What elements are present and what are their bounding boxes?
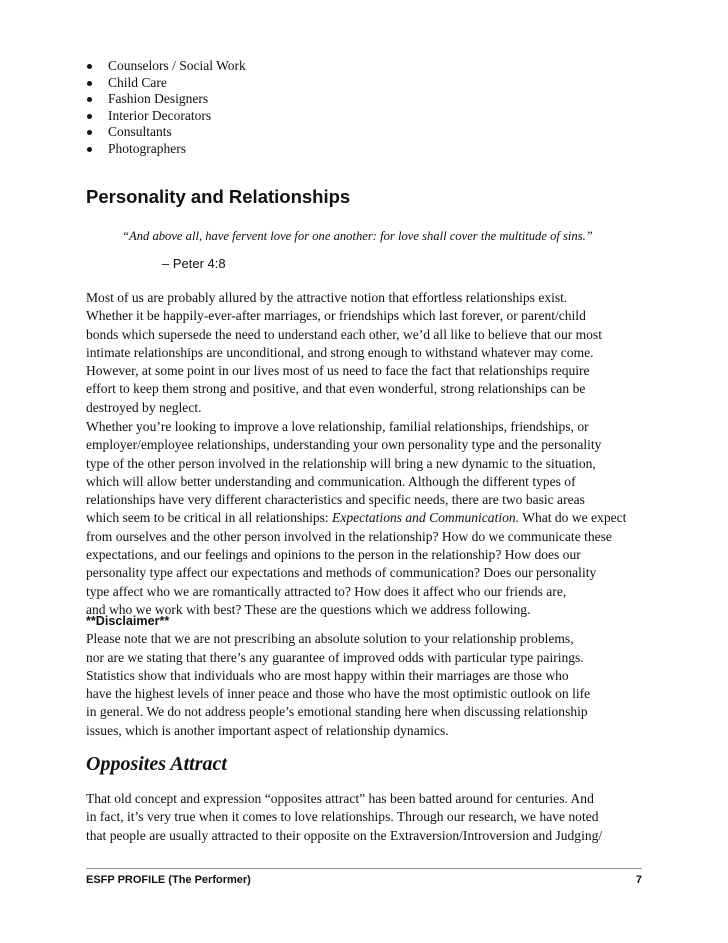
paragraph-line bbox=[86, 509, 646, 527]
line-text: What do we expect bbox=[519, 510, 627, 526]
disclaimer-title: **Disclaimer** bbox=[86, 614, 170, 628]
paragraph-line: Most of us are probably allured by the attractive notion that effortless relationships exist. bbox=[86, 290, 568, 305]
emphasis-text: Expectations and Communication. bbox=[332, 510, 520, 526]
paragraph-line: in general. We do not address people’s emotional standing here when discussing relationship bbox=[86, 704, 588, 720]
paragraph-line: employer/employee relationships, understanding your own personality type and the personality bbox=[86, 437, 602, 453]
list-item bbox=[86, 141, 246, 158]
paragraph-line: and who we work with best? These are the questions which we address following. bbox=[86, 601, 531, 617]
paragraph-line: in fact, it’s very true when it comes to love relationships. Through our research, we have noted bbox=[86, 809, 599, 825]
paragraph-line: intimate relationships are unconditional, and strong enough to withstand whatever may come. bbox=[86, 344, 594, 360]
list-item-text: Interior Decorators bbox=[108, 107, 212, 123]
paragraph-line: relationships have very different characteristics and specific needs, there are two basic areas bbox=[86, 492, 585, 508]
paragraph-line: type of the other person involved in the relationship will bring a new dynamic to the situation, bbox=[86, 455, 596, 471]
paragraph-line: bonds which supersede the need to understand each other, we’d all like to believe that our most bbox=[86, 326, 602, 342]
bullet-icon bbox=[87, 64, 92, 69]
footer-divider bbox=[86, 868, 642, 869]
subsection-title: Opposites Attract bbox=[86, 753, 227, 775]
bullet-icon bbox=[87, 81, 92, 86]
paragraph-line: nor are we stating that there’s any guarantee of improved odds with particular type pairings. bbox=[86, 649, 584, 665]
paragraph-line: However, at some point in our lives most of us need to face the fact that relationships require bbox=[86, 363, 590, 379]
bullet-icon bbox=[87, 147, 92, 152]
paragraph-intro bbox=[86, 289, 646, 417]
bullet-icon bbox=[87, 114, 92, 119]
footer-title: ESFP PROFILE (The Performer) bbox=[86, 874, 251, 886]
paragraph-expectations bbox=[86, 418, 646, 619]
paragraph-opposites bbox=[86, 790, 646, 845]
paragraph-line: personality type affect our expectations and methods of communication? Does our personality bbox=[86, 565, 597, 581]
paragraph-line: from ourselves and the other person involved in the relationship? How do we communicate these bbox=[86, 528, 612, 544]
paragraph-line: That old concept and expression “opposites attract” has been batted around for centuries. And bbox=[86, 791, 594, 806]
paragraph-line: Whether it be happily-ever-after marriages, or friendships which last forever, or parent/child bbox=[86, 308, 586, 324]
paragraph-line: issues, which is another important aspect of relationship dynamics. bbox=[86, 722, 449, 738]
career-list bbox=[86, 58, 246, 158]
list-item bbox=[86, 124, 246, 141]
section-title: Personality and Relationships bbox=[86, 186, 351, 207]
disclaimer-block bbox=[86, 612, 646, 740]
list-item-text: Counselors / Social Work bbox=[108, 58, 246, 73]
list-item bbox=[86, 75, 246, 92]
bullet-icon bbox=[87, 130, 92, 135]
paragraph-line: which will allow better understanding and communication. Although the different types of bbox=[86, 473, 576, 489]
list-item-text: Consultants bbox=[108, 124, 172, 140]
paragraph-line: have the highest levels of inner peace and those who have the most optimistic outlook on life bbox=[86, 686, 591, 702]
paragraph-line: type affect who we are romantically attracted to? How does it affect who our friends are, bbox=[86, 583, 567, 599]
list-item-text: Fashion Designers bbox=[108, 91, 209, 107]
paragraph-line: Please note that we are not prescribing an absolute solution to your relationship problems, bbox=[86, 631, 574, 647]
paragraph-line: Statistics show that individuals who are most happy within their marriages are those who bbox=[86, 667, 569, 683]
paragraph-line: Whether you’re looking to improve a love relationship, familial relationships, friendships, or bbox=[86, 419, 589, 434]
paragraph-line: expectations, and our feelings and opinions to the person in the relationship? How does our bbox=[86, 547, 581, 563]
quote-attribution: – Peter 4:8 bbox=[162, 256, 226, 271]
list-item-text: Child Care bbox=[108, 74, 167, 90]
paragraph-line: destroyed by neglect. bbox=[86, 399, 202, 415]
paragraph-line: that people are usually attracted to their opposite on the Extraversion/Introversion and Judging/ bbox=[86, 827, 603, 843]
page-number: 7 bbox=[635, 874, 642, 886]
list-item bbox=[86, 58, 246, 75]
list-item bbox=[86, 91, 246, 108]
bible-quote: “And above all, have fervent love for one another: for love shall cover the multitude of sins.” bbox=[122, 229, 593, 243]
paragraph-line: effort to keep them strong and positive, and that even wonderful, strong relationships can be bbox=[86, 381, 586, 397]
list-item-text: Photographers bbox=[108, 140, 186, 156]
list-item bbox=[86, 108, 246, 125]
bullet-icon bbox=[87, 97, 92, 102]
line-text: which seem to be critical in all relationships: bbox=[86, 510, 333, 526]
